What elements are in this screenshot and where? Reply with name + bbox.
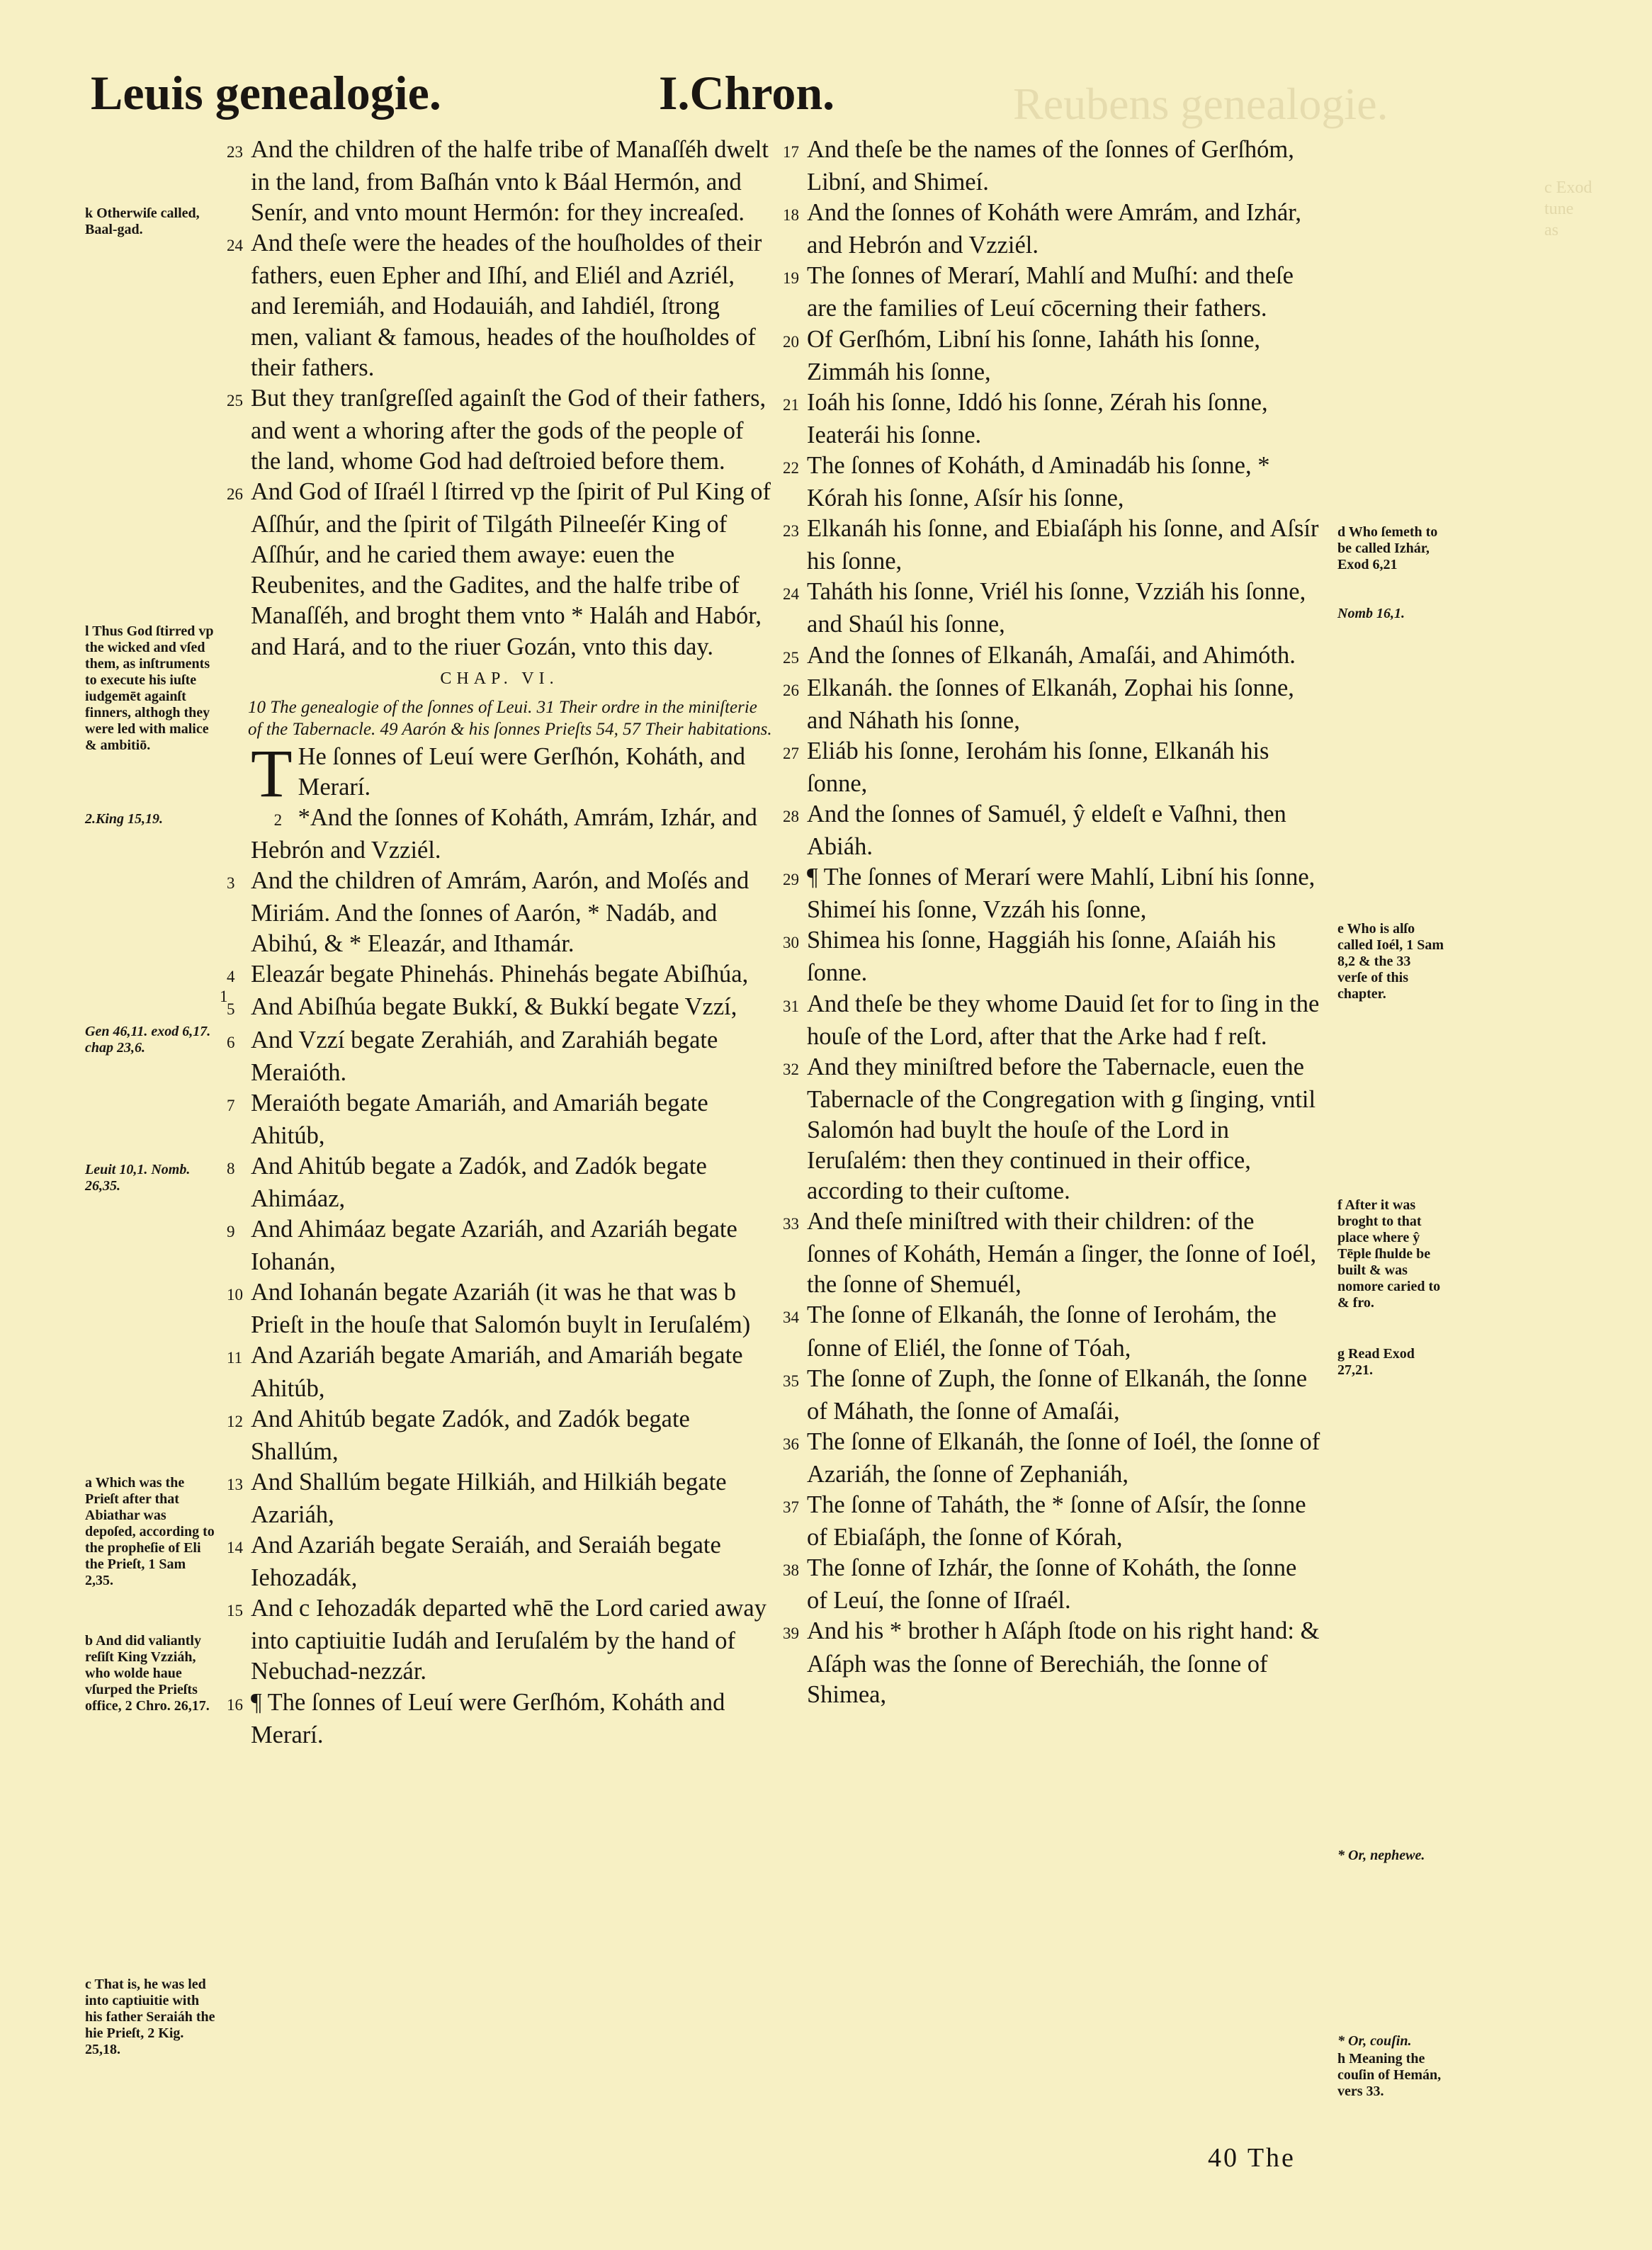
verse [227, 1593, 772, 1687]
verse-number: 27 [783, 744, 799, 762]
verse-text: Elkanáh. the ſonnes of Elkanáh, Zophai his ſonne, and Náhath his ſonne, [807, 674, 1294, 734]
verse-text: And they miniſtred before the Tabernacle, euen the Tabernacle of the Congregation with g ſinging, vntil Salomón had buylt the houſe of the Lord in Ieruſalém: then they continued in their office, according to their cuſtome. [807, 1053, 1316, 1205]
verse-number: 28 [783, 807, 799, 825]
verse-number: 26 [227, 485, 243, 504]
verse-number: 34 [783, 1308, 799, 1327]
verse-number: 11 [227, 1349, 243, 1367]
verse [227, 1404, 772, 1467]
verse-number: 39 [783, 1624, 799, 1643]
verse [227, 992, 772, 1024]
verse-text: Ioáh his ſonne, Iddó his ſonne, Zérah his ſonne, Ieaterái his ſonne. [807, 388, 1268, 448]
verse-number: 24 [227, 237, 243, 255]
verse [227, 1277, 772, 1340]
verse-number: 24 [783, 585, 799, 604]
verse [227, 959, 772, 992]
verse [783, 1364, 1321, 1427]
verse [227, 477, 772, 662]
verse-number: 33 [783, 1215, 799, 1233]
verse [227, 1214, 772, 1277]
verse-text: And theſe be they whome Dauid ſet for to ſing in the houſe of the Lord, after that the Arke had f reſt. [807, 990, 1320, 1050]
verse-number: 7 [227, 1096, 235, 1114]
verse [783, 1553, 1321, 1616]
verse-number: 19 [783, 269, 799, 288]
verse [783, 640, 1321, 673]
verse-number: 8 [227, 1159, 235, 1177]
verse [783, 925, 1321, 988]
verse-number: 15 [227, 1602, 243, 1620]
verse [783, 799, 1321, 862]
verse-number: 13 [227, 1475, 243, 1493]
verse-number: 32 [783, 1060, 799, 1078]
verse-number: 5 [227, 1000, 235, 1019]
verse-text: Meraióth begate Amariáh, and Amariáh begate Ahitúb, [251, 1089, 708, 1149]
margin-ref: Leuit 10,1. Nomb. 26,35. [85, 1162, 191, 1194]
verse-text: And the ſonnes of Samuél, ŷ eldeſt e Vaſhni, then Abiáh. [807, 800, 1286, 861]
verse [227, 1151, 772, 1214]
verse [227, 803, 772, 866]
chapter-heading: CHAP. VI. [440, 669, 559, 688]
verse-text: ¶ The ſonnes of Merarí were Mahlí, Libní his ſonne, Shimeí his ſonne, Vzzáh his ſonne, [807, 864, 1316, 924]
margin-note-d: d Who ſemeth to be called Izhár, Exod 6,21 [1337, 524, 1438, 572]
verse [783, 198, 1321, 261]
margin-note-l: l Thus God ſtirred vp the wicked and vſed them, as inſtruments to execute his iuſte iudgemēt againſt finners, althogh they were led with malice & ambitiō. [85, 623, 214, 753]
verse-number: 12 [227, 1412, 243, 1430]
verse-text: And Azariáh begate Amariáh, and Amariáh begate Ahitúb, [251, 1342, 743, 1402]
verse-number: 9 [227, 1223, 235, 1241]
margin-note-e: e Who is alſo called Ioél, 1 Sam 8,2 & the 33 verſe of this chapter. [1337, 921, 1444, 1002]
verse [783, 862, 1321, 925]
verse-number: 1 [220, 988, 228, 1005]
running-head-book: I.Chron. [659, 66, 835, 120]
verse-number: 25 [227, 391, 243, 409]
bleed-line: as [1544, 221, 1558, 239]
verse-text: And the ſonnes of Elkanáh, Amaſái, and Ahimóth. [807, 641, 1296, 669]
verse-text: The ſonne of Izhár, the ſonne of Koháth, the ſonne of Leuí, the ſonne of Iſraél. [807, 1554, 1297, 1615]
right-column [783, 135, 1321, 1710]
verse-text: The ſonnes of Koháth, d Aminadáb his ſonne, * Kórah his ſonne, Aſsír his ſonne, [807, 451, 1270, 512]
verse-number: 26 [783, 681, 799, 699]
verse-text: And theſe were the heades of the houſholdes of their fathers, euen Epher and Iſhí, and Eliél and Azriél, and Ieremiáh, and Hodauiáh, and Iahdiél, ſtrong men, valiant & famous, heades of the houſholdes of their fathers. [251, 230, 762, 381]
left-column [220, 135, 772, 1751]
verse [783, 673, 1321, 736]
verse-number: 18 [783, 206, 799, 225]
verse [783, 989, 1321, 1052]
margin-note-or: * Or, couſin. [1337, 2033, 1412, 2049]
bleed-line: c Exod [1544, 179, 1592, 197]
margin-note-or: * Or, nephewe. [1337, 1848, 1425, 1863]
verse-text: And Ahitúb begate Zadók, and Zadók begate Shallúm, [251, 1405, 690, 1465]
verse-text: And Iohanán begate Azariáh (it was he that was b Prieſt in the houſe that Salomón buylt in Ieruſalém) [251, 1279, 751, 1339]
verse-text: And theſe be the names of the ſonnes of Gerſhóm, Libní, and Shimeí. [807, 136, 1294, 196]
verse-number: 4 [227, 968, 235, 986]
bleed-through-title: Reubens genealogie. [1013, 79, 1388, 129]
verse-text: He ſonnes of Leuí were Gerſhón, Koháth, and Merarí. [298, 742, 745, 801]
verse-text: And the children of the halfe tribe of Manaſſéh dwelt in the land, from Baſhán vnto k Báal Hermón, and Senír, and vnto mount Hermón: for they increaſed. [251, 136, 769, 227]
verse-text: Taháth his ſonne, Vriél his ſonne, Vzziáh his ſonne, and Shaúl his ſonne, [807, 578, 1306, 638]
verse-number: 23 [227, 143, 243, 161]
verse-text: Eliáb his ſonne, Ierohám his ſonne, Elkanáh his ſonne, [807, 737, 1269, 797]
verse-number: 30 [783, 934, 799, 952]
verse [227, 1340, 772, 1403]
margin-ref: 2.King 15,19. [85, 811, 164, 827]
verse-text: The ſonne of Zuph, the ſonne of Elkanáh, the ſonne of Máhath, the ſonne of Amaſái, [807, 1364, 1308, 1425]
verse-number: 14 [227, 1539, 243, 1557]
verse [783, 1052, 1321, 1206]
catchword: 40 The [1208, 2143, 1296, 2173]
verse [783, 388, 1321, 451]
verse [783, 261, 1321, 324]
verse-text: And Vzzí begate Zerahiáh, and Zarahiáh begate Meraióth. [251, 1026, 718, 1086]
verse-number: 16 [227, 1695, 243, 1714]
verse-text: And theſe miniſtred with their children: of the ſonnes of Koháth, Hemán a ſinger, the ſonne of Ioél, the ſonne of Shemuél, [807, 1208, 1317, 1299]
verse-text: *And the ſonnes of Koháth, Amrám, Izhár, and Hebrón and Vzziél. [251, 803, 757, 864]
verse-text: The ſonne of Elkanáh, the ſonne of Ioél, the ſonne of Azariáh, the ſonne of Zephaniáh, [807, 1428, 1320, 1488]
drop-cap-letter: T [251, 735, 293, 811]
verse-text: And the children of Amrám, Aarón, and Moſés and Miriám. And the ſonnes of Aarón, * Nadáb, and Abihú, & * Eleazár, and Ithamár. [251, 867, 749, 958]
verse-text: Shimea his ſonne, Haggiáh his ſonne, Aſaiáh his ſonne. [807, 927, 1277, 987]
verse-text: And Ahitúb begate a Zadók, and Zadók begate Ahimáaz, [251, 1152, 707, 1212]
verse [783, 514, 1321, 577]
bleed-through-notes [1544, 177, 1592, 241]
verse [227, 135, 772, 228]
verse-number: 22 [783, 458, 799, 477]
verse-text: And c Iehozadák departed whē the Lord caried away into captiuitie Iudáh and Ieruſalém by the hand of Nebuchad-nezzár. [251, 1595, 766, 1685]
running-head-title: Leuis genealogie. [91, 66, 441, 120]
chapter-summary: 10 The genealogie of the ſonnes of Leui. 31 Their ordre in the miniſterie of the Tabernacle. 49 Aarón & his ſonnes Prieſts 54, 57 Their habitations. [248, 697, 772, 739]
verse-number: 25 [783, 648, 799, 667]
verse-text: The ſonnes of Merarí, Mahlí and Muſhí: and theſe are the families of Leuí cōcerning their fathers. [807, 262, 1294, 322]
margin-ref: Gen 46,11. exod 6,17. chap 23,6. [85, 1024, 211, 1056]
verse-number: 21 [783, 395, 799, 414]
margin-note-g: g Read Exod 27,21. [1337, 1346, 1415, 1378]
verse [227, 1530, 772, 1593]
verse [783, 451, 1321, 514]
verse-number: 36 [783, 1435, 799, 1453]
verse-number: 29 [783, 871, 799, 889]
verse-text: The ſonne of Elkanáh, the ſonne of Ierohám, the ſonne of Eliél, the ſonne of Tóah, [807, 1301, 1277, 1362]
margin-ref: Nomb 16,1. [1337, 606, 1405, 621]
verse-number: 3 [227, 874, 235, 893]
verse [783, 1206, 1321, 1300]
verse-text: Elkanáh his ſonne, and Ebiaſáph his ſonne, and Aſsír his ſonne, [807, 515, 1319, 575]
verse [783, 1300, 1321, 1363]
verse-number: 31 [783, 997, 799, 1015]
verse [783, 135, 1321, 198]
verse-text: And Azariáh begate Seraiáh, and Seraiáh begate Iehozadák, [251, 1532, 721, 1592]
margin-note-a: a Which was the Prieſt after that Abiathar was depoſed, according to the propheſie of Eli the Prieſt, 1 Sam 2,35. [85, 1475, 215, 1588]
verse-text: And Shallúm begate Hilkiáh, and Hilkiáh begate Azariáh, [251, 1468, 727, 1528]
verse [783, 577, 1321, 640]
verse [227, 383, 772, 477]
verse-number: 35 [783, 1372, 799, 1390]
verse-text: Of Gerſhóm, Libní his ſonne, Iaháth his ſonne, Zimmáh his ſonne, [807, 325, 1261, 385]
bleed-line: tune [1544, 200, 1574, 218]
verse-number: 23 [783, 522, 799, 541]
margin-note-h: h Meaning the couſin of Hemán, vers 33. [1337, 2051, 1442, 2099]
verse-number: 20 [783, 332, 799, 351]
verse-text: And Ahimáaz begate Azariáh, and Azariáh begate Iohanán, [251, 1216, 737, 1276]
verse-text: But they tranſgreſſed againſt the God of their fathers, and went a whoring after the gods of the people of the land, whome God had deſtroied before them. [251, 384, 766, 475]
verse-text: Eleazár begate Phinehás. Phinehás begate Abiſhúa, [251, 961, 749, 988]
verse-number: 38 [783, 1561, 799, 1580]
verse-text: The ſonne of Taháth, the * ſonne of Aſsír, the ſonne of Ebiaſáph, the ſonne of Kórah, [807, 1491, 1306, 1551]
verse-number: 10 [227, 1286, 243, 1304]
verse [227, 228, 772, 383]
verse [783, 736, 1321, 799]
verse [783, 1616, 1321, 1709]
verse-text: ¶ The ſonnes of Leuí were Gerſhóm, Koháth and Merarí. [251, 1688, 725, 1748]
verse [227, 1467, 772, 1530]
verse-number: 2 [273, 810, 283, 829]
verse-text: And Abiſhúa begate Bukkí, & Bukkí begate Vzzí, [251, 993, 737, 1021]
verse-drop-cap [227, 735, 772, 811]
verse-number: 17 [783, 143, 799, 161]
verse-number: 6 [227, 1033, 235, 1051]
margin-note-k: k Otherwiſe called, Baal-gad. [85, 205, 200, 237]
margin-note-b: b And did valiantly reſiſt King Vzziáh, who wolde haue vſurped the Prieſts office, 2 Chro. 26,17. [85, 1633, 210, 1714]
verse [227, 1688, 772, 1751]
verse [783, 1490, 1321, 1553]
verse [227, 1088, 772, 1151]
verse-number: 37 [783, 1498, 799, 1517]
verse [227, 866, 772, 959]
verse [783, 1427, 1321, 1490]
margin-note-f: f After it was broght to that place where ŷ Tēple ſhulde be built & was nomore caried to & fro. [1337, 1197, 1441, 1311]
verse-text: And his * brother h Aſáph ſtode on his right hand: & Aſáph was the ſonne of Berechiáh, the ſonne of Shimea, [807, 1617, 1320, 1708]
margin-note-c: c That is, he was led into captiuitie with his father Seraiáh the hie Prieſt, 2 Kig. 25,18. [85, 1977, 215, 2057]
verse-text: And the ſonnes of Koháth were Amrám, and Izhár, and Hebrón and Vzziél. [807, 199, 1301, 259]
verse-text: And God of Iſraél l ſtirred vp the ſpirit of Pul King of Aſſhúr, and the ſpirit of Tilgáth Pilneeſér King of Aſſhúr, and he caried them awaye: euen the Reubenites, and the Gadites, and the halfe tribe of Manaſſéh, and broght them vnto * Haláh and Habór, and Hará, and to the riuer Gozán, vnto this day. [251, 478, 771, 660]
verse [783, 324, 1321, 388]
verse [227, 1025, 772, 1088]
